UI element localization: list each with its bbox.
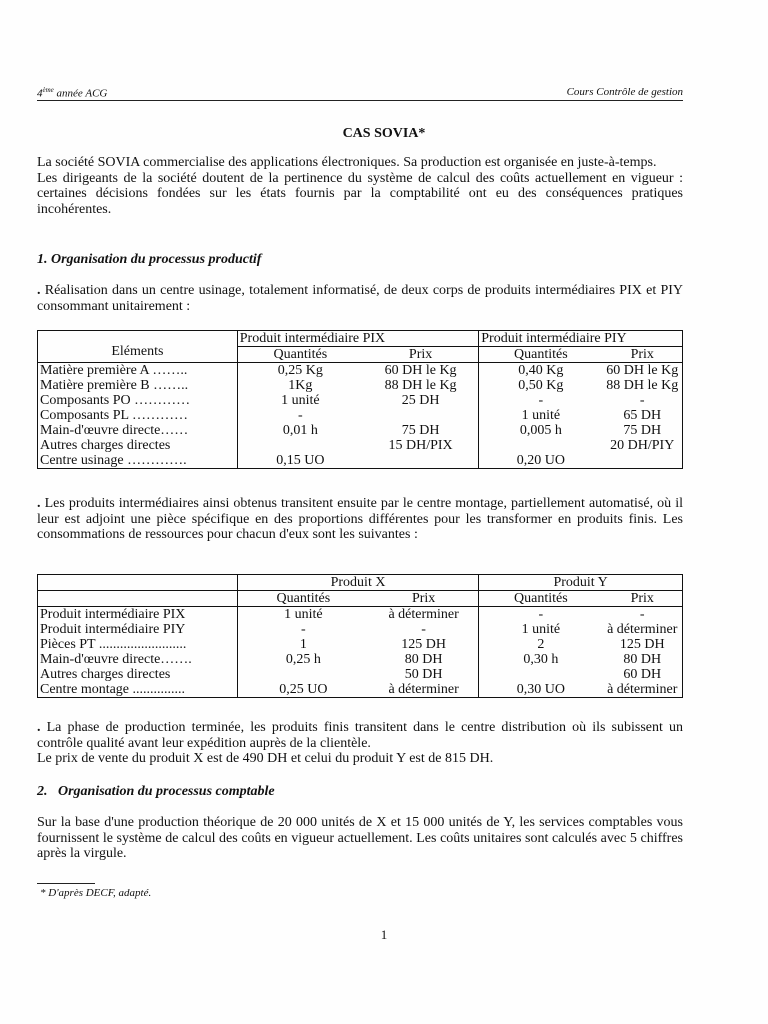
section2-paragraph: Sur la base d'une production théorique de 20 000 unités de X et 15 000 unités de Y, les services comptables vous fournissent le système de calcul des coûts en vigueur actuellement. Les coûts unitaires sont calculés avec 5 chiffres après la virgule. — [37, 815, 683, 861]
table-produits-finis — [37, 574, 683, 698]
table-row: Main-d'œuvre directe……. 0,25 h 80 DH 0,30 h 80 DH — [38, 652, 683, 667]
group-header-y: Produit Y — [479, 575, 683, 591]
table-row: Matière première A …….. 0,25 Kg 60 DH le Kg 0,40 Kg 60 DH le Kg — [38, 363, 683, 379]
sub-header: Prix — [363, 347, 479, 363]
table-row: Produit intermédiaire PIX 1 unité à déterminer - - — [38, 607, 683, 623]
group-header-piy: Produit intermédiaire PIY — [479, 331, 683, 347]
table-row: Produit intermédiaire PIY - - 1 unité à déterminer — [38, 622, 683, 637]
table-row: Autres charges directes 50 DH 60 DH — [38, 667, 683, 682]
sub-header: Quantités — [237, 591, 369, 607]
section1-paragraph: . Réalisation dans un centre usinage, totalement informatisé, de deux corps de produits intermédiaires PIX et PIY consommant unitairement : — [37, 283, 684, 314]
table-row: Composants PO ………… 1 unité 25 DH - - — [38, 393, 683, 408]
table-row: Pièces PT ......................... 1 125 DH 2 125 DH — [38, 637, 683, 652]
sub-header: Prix — [602, 591, 682, 607]
intro-paragraph: La société SOVIA commercialise des applications électroniques. Sa production est organisée en juste-à-temps. Les dirigeants de la société doutent de la pertinence du système de calcul des coûts actuellement en vigueur : certaines décisions fondées sur les états fournis par la comptabilité ont eu des conséquences pratiques incohérentes. — [37, 155, 683, 217]
document-title: CAS SOVIA* — [342, 126, 426, 141]
sub-header: Quantités — [479, 347, 603, 363]
page-header — [37, 86, 683, 101]
footnote-rule — [37, 883, 95, 884]
table-row: Centre montage ............... 0,25 UO à déterminer 0,30 UO à déterminer — [38, 682, 683, 698]
header-left: 4ème année ACG — [37, 86, 108, 100]
table-produits-intermediaires — [37, 330, 683, 469]
sub-header: Prix — [369, 591, 479, 607]
header-right: Cours Contrôle de gestion — [566, 86, 683, 98]
table-row: Centre usinage …………. 0,15 UO 0,20 UO — [38, 453, 683, 469]
footnote: * D'après DECF, adapté. — [40, 887, 152, 899]
section2-heading: 2. Organisation du processus comptable — [37, 784, 275, 799]
section1-paragraph-3: . La phase de production terminée, les produits finis transitent dans le centre distribution où ils subissent un contrôle qualité avant leur expédition auprès de la clientèle. Le prix de vente du produit X est de 490 DH et celui du produit Y est de 815 DH. — [37, 720, 684, 766]
table-row: Matière première B …….. 1Kg 88 DH le Kg 0,50 Kg 88 DH le Kg — [38, 378, 683, 393]
table-row: Composants PL ………… - 1 unité 65 DH — [38, 408, 683, 423]
table-row: Autres charges directes 15 DH/PIX 20 DH/PIY — [38, 438, 683, 453]
page-number: 1 — [380, 927, 388, 942]
section1-heading: 1. Organisation du processus productif — [37, 252, 262, 267]
table-row: Main-d'œuvre directe…… 0,01 h 75 DH 0,005 h 75 DH — [38, 423, 683, 438]
col-elements-header: Eléments — [38, 331, 238, 363]
sub-header: Prix — [602, 347, 682, 363]
section1-paragraph-2: . Les produits intermédiaires ainsi obtenus transitent ensuite par le centre montage, partiellement automatisé, où il leur est adjoint une pièce spécifique en des proportions différentes pour les transformer en produits finis. Les consommations de ressources pour chacun d'eux sont les suivantes : — [37, 496, 683, 542]
group-header-x: Produit X — [237, 575, 478, 591]
group-header-pix: Produit intermédiaire PIX — [237, 331, 479, 347]
sub-header: Quantités — [479, 591, 603, 607]
sub-header: Quantités — [237, 347, 363, 363]
